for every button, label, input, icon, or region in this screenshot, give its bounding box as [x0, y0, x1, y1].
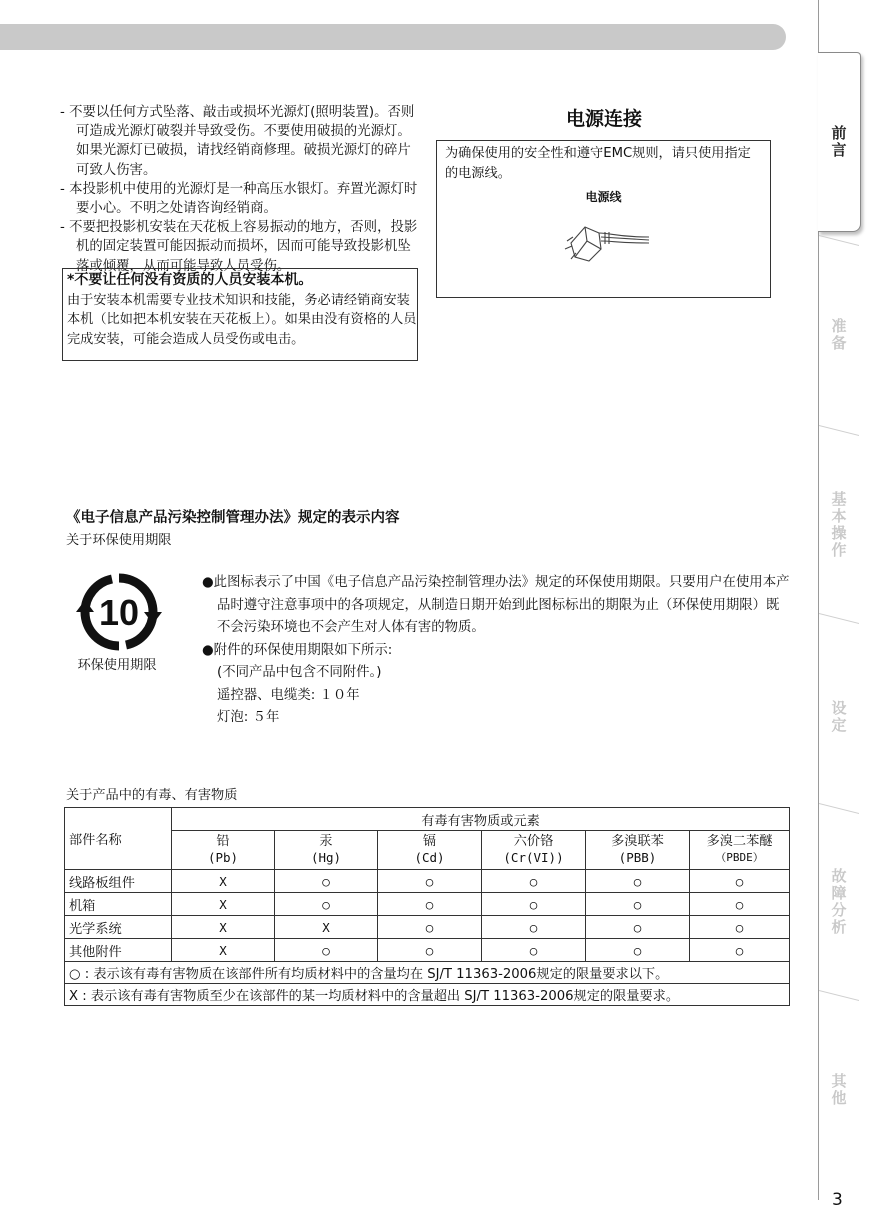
table-cell: ○ — [690, 939, 790, 962]
regulation-body — [202, 572, 792, 730]
part-name: 线路板组件 — [65, 870, 172, 893]
substance-table-title: 关于产品中的有毒、有害物质 — [66, 788, 238, 803]
column-header — [378, 831, 482, 870]
table-cell: ○ — [690, 893, 790, 916]
column-symbol: (Cd) — [414, 850, 445, 865]
table-cell: X — [172, 939, 275, 962]
tab-label: 基本操作 — [829, 491, 848, 559]
column-header — [586, 831, 690, 870]
regulation-line: 灯泡: ５年 — [217, 710, 280, 725]
tab-label: 前言 — [829, 125, 848, 159]
column-name: 铅 — [216, 834, 230, 849]
tab-label: 准备 — [829, 318, 848, 352]
power-section-title: 电源连接 — [565, 108, 642, 130]
tab-label: 设定 — [829, 700, 848, 734]
table-cell: ○ — [378, 939, 482, 962]
substance-group-header: 有毒有害物质或元素 — [172, 808, 790, 831]
tab-basic-operation[interactable] — [818, 435, 860, 615]
table-cell: X — [172, 870, 275, 893]
regulation-line: 遥控器、电缆类: １０年 — [217, 687, 360, 703]
warning-item: - 本投影机中使用的光源灯是一种高压水银灯。弃置光源灯时要小心。不明之处请咨询经销商。 — [60, 181, 418, 217]
tab-settings[interactable] — [818, 622, 860, 812]
section-tabs — [812, 0, 869, 1228]
column-name: 六价铬 — [513, 834, 554, 849]
table-cell: ○ — [275, 893, 378, 916]
table-cell: ○ — [690, 870, 790, 893]
tab-others[interactable] — [818, 1000, 860, 1180]
eco-period-number: 10 — [98, 592, 140, 633]
column-name: 汞 — [319, 834, 333, 849]
table-cell: ○ — [378, 870, 482, 893]
installation-warning-text: 由于安装本机需要专业技术知识和技能，务必请经销商安装本机（比如把本机安装在天花板上）。如果由没有资格的人员完成安装，可能会造成人员受伤或电击。 — [67, 292, 417, 347]
installation-warning-heading: *不要让任何没有资质的人员安装本机。 — [67, 272, 313, 288]
table-cell: ○ — [482, 939, 586, 962]
regulation-bullet: ●此图标表示了中国《电子信息产品污染控制管理办法》规定的环保使用期限。只要用户在使用本产品时遵守注意事项中的各项规定，从制造日期开始到此图标标出的期限为止（环保使用期限）既不会污染环境也不会产生对人体有害的物质。 — [202, 575, 790, 635]
eco-period-logo — [74, 572, 164, 652]
installation-warning-box — [62, 268, 418, 361]
table-cell: ○ — [378, 916, 482, 939]
table-row — [65, 916, 790, 939]
regulation-line: (不同产品中包含不同附件。) — [217, 665, 382, 680]
warning-item: - 不要把投影机安装在天花板上容易振动的地方，否则，投影机的固定装置可能因振动而损坏，因而可能导致投影机坠落或倾覆，从而可能导致人员受伤。 — [60, 220, 418, 274]
column-name: 镉 — [422, 834, 437, 849]
table-row — [65, 939, 790, 962]
table-cell: ○ — [482, 870, 586, 893]
part-name-header: 部件名称 — [65, 808, 172, 870]
header-bar — [0, 24, 786, 50]
regulation-subtitle: 关于环保使用期限 — [66, 533, 172, 548]
table-cell: ○ — [586, 939, 690, 962]
table-cell: ○ — [482, 893, 586, 916]
column-header — [275, 831, 378, 870]
warning-item: - 不要以任何方式坠落、敲击或损坏光源灯(照明装置)。否则可造成光源灯破裂并导致受伤。不要使用破损的光源灯。如果光源灯已破损，请找经销商修理。破损光源灯的碎片可致人伤害。 — [60, 105, 415, 178]
column-header — [172, 831, 275, 870]
column-symbol: (Cr(VI)) — [503, 850, 564, 865]
regulation-bullet: ●附件的环保使用期限如下所示: — [202, 642, 393, 658]
table-cell: X — [172, 893, 275, 916]
table-row — [65, 870, 790, 893]
part-name: 其他附件 — [65, 939, 172, 962]
part-name: 光学系统 — [65, 916, 172, 939]
table-cell: ○ — [275, 870, 378, 893]
eco-period-caption: 环保使用期限 — [77, 658, 157, 673]
regulation-title: 《电子信息产品污染控制管理办法》规定的表示内容 — [66, 510, 400, 526]
legend-note-o: ○ : 表示该有毒有害物质在该部件所有均质材料中的含量均在 SJ/T 11363-2006规定的限量要求以下。 — [65, 962, 790, 984]
power-box — [436, 140, 771, 298]
page-number: 3 — [832, 1190, 843, 1210]
column-symbol: (Hg) — [310, 850, 342, 865]
column-symbol: (Pb) — [207, 850, 239, 865]
table-cell: X — [172, 916, 275, 939]
substance-table — [64, 807, 790, 1006]
table-row — [65, 893, 790, 916]
table-cell: ○ — [378, 893, 482, 916]
table-cell: X — [275, 916, 378, 939]
tab-troubleshooting[interactable] — [818, 812, 860, 992]
column-symbol: (PBB) — [618, 850, 657, 865]
table-cell: ○ — [690, 916, 790, 939]
table-cell: ○ — [586, 916, 690, 939]
legend-note-x: X : 表示该有毒有害物质至少在该部件的某一均质材料中的含量超出 SJ/T 11363-2006规定的限量要求。 — [65, 984, 790, 1006]
part-name: 机箱 — [65, 893, 172, 916]
power-cord-icon — [561, 219, 651, 265]
table-cell: ○ — [482, 916, 586, 939]
column-symbol: （PBDE） — [715, 851, 764, 864]
tab-label: 其他 — [829, 1073, 848, 1107]
tab-preparation[interactable] — [818, 245, 860, 425]
power-text: 为确保使用的安全性和遵守EMC规则，请只使用指定的电源线。 — [445, 146, 751, 181]
column-header — [690, 831, 790, 870]
column-name: 多溴二苯醚 — [706, 834, 773, 849]
table-cell: ○ — [275, 939, 378, 962]
column-header — [482, 831, 586, 870]
power-cord-label: 电源线 — [585, 190, 622, 204]
tab-preface[interactable] — [818, 52, 861, 232]
table-cell: ○ — [586, 893, 690, 916]
tab-label: 故障分析 — [829, 868, 848, 936]
table-cell: ○ — [586, 870, 690, 893]
column-name: 多溴联苯 — [611, 834, 664, 849]
warning-list — [60, 103, 420, 276]
